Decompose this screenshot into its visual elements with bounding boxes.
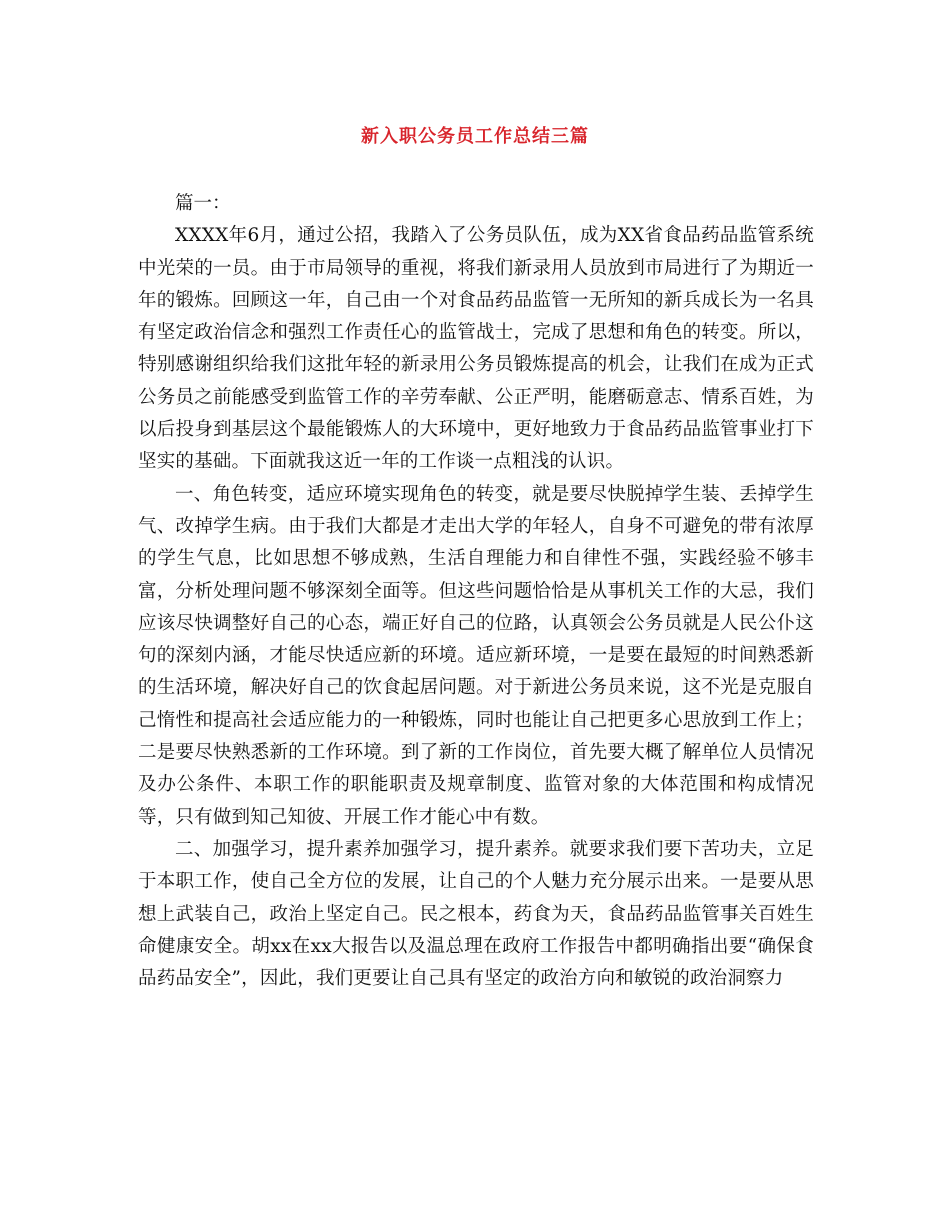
document-title: 新入职公务员工作总结三篇 [361, 126, 589, 147]
document-body [138, 188, 814, 995]
paragraph: 一、角色转变，适应环境实现角色的转变，就是要尽快脱掉学生装、丢掉学生气、改掉学生病。由于我们大都是才走出大学的年轻人，自身不可避免的带有浓厚的学生气息，比如思想不够成熟，生活自理能力和自律性不强，实践经验不够丰富，分析处理问题不够深刻全面等。但这些问题恰恰是从事机关工作的大忌，我们应该尽快调整好自己的心态，端正好自己的位路，认真领会公务员就是人民公仆这句的深刻内涵，才能尽快适应新的环境。适应新环境，一是要在最短的时间熟悉新的生活环境，解决好自己的饮食起居问题。对于新进公务员来说，这不光是克服自己惰性和提高社会适应能力的一种锻炼，同时也能让自己把更多心思放到工作上；二是要尽快熟悉新的工作环境。到了新的工作岗位，首先要大概了解单位人员情况及办公条件、本职工作的职能职责及规章制度、监管对象的大体范围和构成情况等，只有做到知己知彼、开展工作才能心中有数。 [138, 483, 814, 828]
paragraph: XXXX年6月，通过公招，我踏入了公务员队伍，成为XX省食品药品监管系统中光荣的一员。由于市局领导的重视，将我们新录用人员放到市局进行了为期近一年的锻炼。回顾这一年，自己由一个对食品药品监管一无所知的新兵成长为一名具有坚定政治信念和强烈工作责任心的监管战士，完成了思想和角色的转变。所以，特别感谢组织给我们这批年轻的新录用公务员锻炼提高的机会，让我们在成为正式公务员之前能感受到监管工作的辛劳奉献、公正严明，能磨砺意志、情系百姓，为以后投身到基层这个最能锻炼人的大环境中，更好地致力于食品药品监管事业打下坚实的基础。下面就我这近一年的工作谈一点粗浅的认识。 [138, 225, 814, 473]
paragraph: 二、加强学习，提升素养加强学习，提升素养。就要求我们要下苦功夫，立足于本职工作，使自己全方位的发展，让自己的个人魅力充分展示出来。一是要从思想上武装自己，政治上坚定自己。民之根本，药食为天，食品药品监管事关百姓生命健康安全。胡xx在xx大报告以及温总理在政府工作报告中都明确指出要“确保食品药品安全”，因此，我们更要让自己具有坚定的政治方向和敏锐的政治洞察力 [138, 838, 814, 990]
section-label: 篇一： [175, 193, 231, 214]
